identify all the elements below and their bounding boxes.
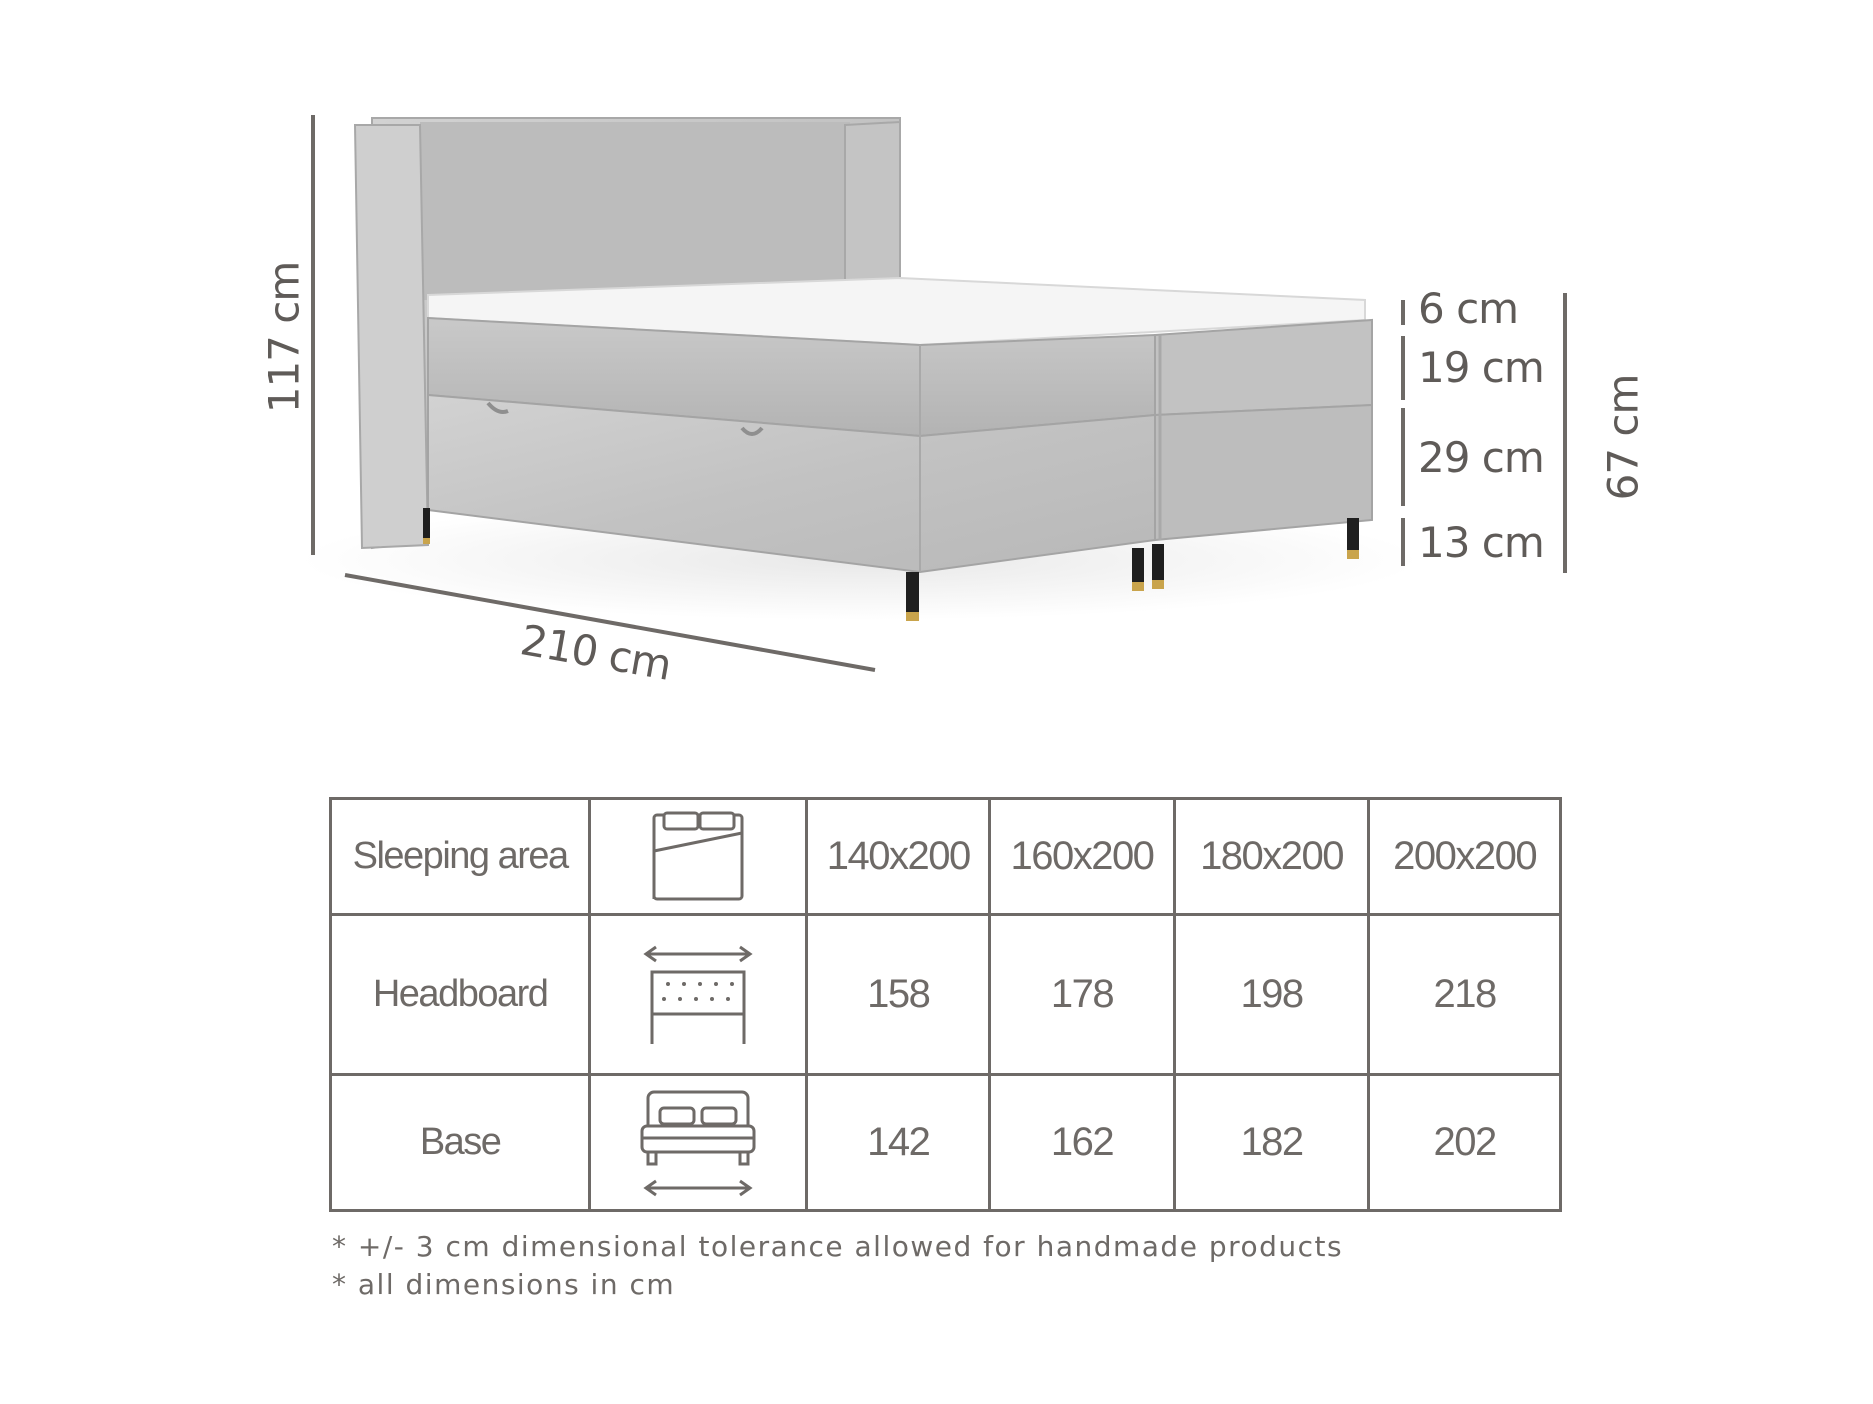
headboard-icon-cell <box>590 915 807 1075</box>
base-height-label: 67 cm <box>1598 374 1648 501</box>
table-row <box>331 915 1561 1075</box>
sleeping-area-icon-cell <box>590 799 807 915</box>
sleeping-area-icon <box>650 811 746 903</box>
tolerance-note: * +/- 3 cm dimensional tolerance allowed for handmade products <box>332 1230 1344 1263</box>
length-label: 210 cm <box>516 615 675 690</box>
base-value: 182 <box>1174 1075 1369 1211</box>
headboard-right-wing <box>845 122 900 300</box>
base-value: 142 <box>807 1075 990 1211</box>
size-column-header: 140x200 <box>807 799 990 915</box>
size-column-header: 200x200 <box>1369 799 1561 915</box>
box-lower-side <box>1155 405 1372 540</box>
table-row <box>331 799 1561 915</box>
size-column-header: 160x200 <box>990 799 1175 915</box>
headboard-inner-panel <box>420 122 850 300</box>
topper-height-label: 6 cm <box>1418 284 1519 333</box>
headboard-value: 218 <box>1369 915 1561 1075</box>
units-note: * all dimensions in cm <box>332 1268 676 1301</box>
legs-height-label: 13 cm <box>1418 518 1544 567</box>
headboard-left-wing <box>355 125 428 548</box>
box-lower-height-label: 29 cm <box>1418 433 1544 482</box>
total-height-label: 117 cm <box>259 261 309 414</box>
base-value: 202 <box>1369 1075 1561 1211</box>
base-value: 162 <box>990 1075 1175 1211</box>
headboard-value: 158 <box>807 915 990 1075</box>
row-label-headboard: Headboard <box>331 915 590 1075</box>
headboard-icon <box>638 944 758 1046</box>
headboard-value: 198 <box>1174 915 1369 1075</box>
box-upper-height-label: 19 cm <box>1418 343 1544 392</box>
bed-base-icon-cell <box>590 1075 807 1211</box>
header-sleeping-area: Sleeping area <box>331 799 590 915</box>
box-upper-side <box>1155 320 1372 415</box>
row-label-base: Base <box>331 1075 590 1211</box>
size-column-header: 180x200 <box>1174 799 1369 915</box>
size-table <box>329 797 1562 1212</box>
headboard-value: 178 <box>990 915 1175 1075</box>
table-row <box>331 1075 1561 1211</box>
bed-base-icon <box>638 1088 758 1198</box>
